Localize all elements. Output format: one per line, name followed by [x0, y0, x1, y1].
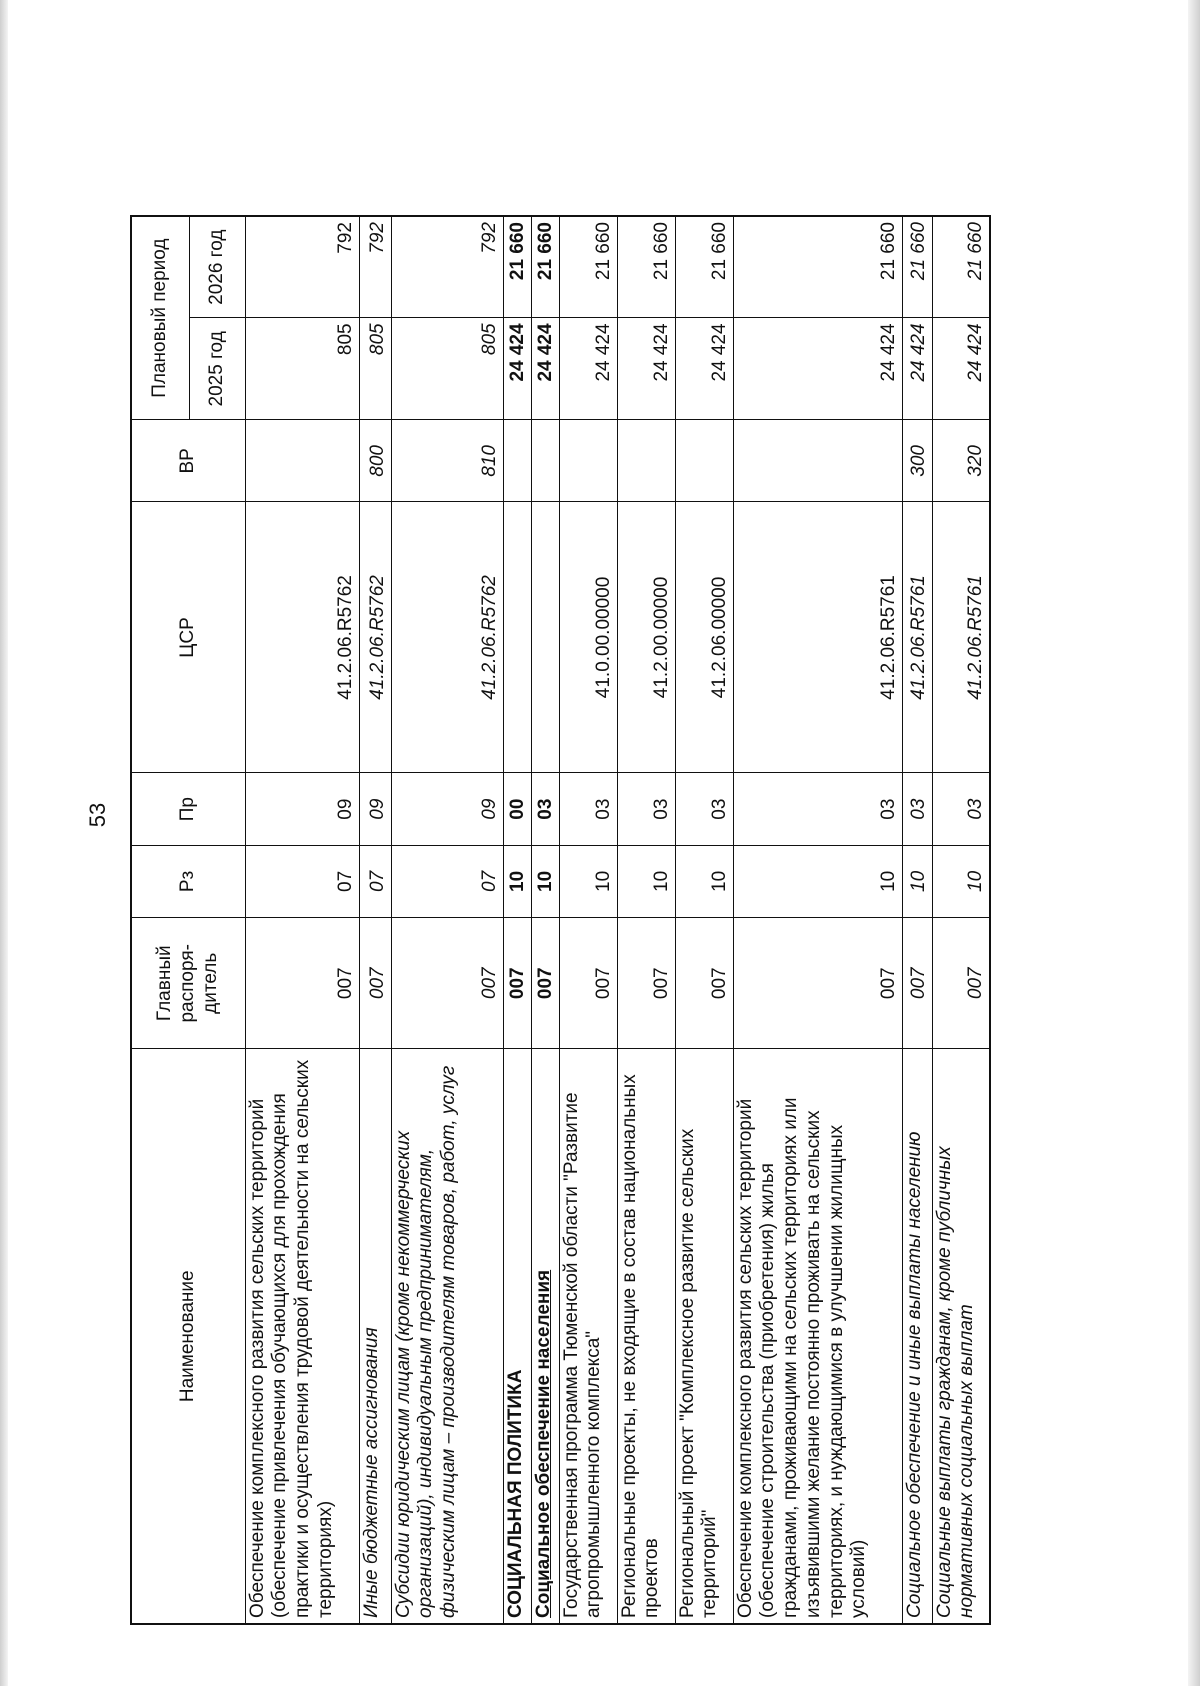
row-vr: 800 — [359, 420, 391, 502]
row-2025: 805 — [359, 318, 391, 420]
row-2026: 792 — [359, 216, 391, 318]
row-glavny: 007 — [675, 918, 733, 1049]
row-2025: 24 424 — [675, 318, 733, 420]
header-name: Наименование — [131, 1049, 245, 1624]
table-row — [559, 216, 617, 1624]
header-year-2025: 2025 год — [189, 318, 245, 420]
row-rz: 10 — [733, 845, 902, 917]
table-row — [503, 216, 531, 1624]
table-row — [733, 216, 902, 1624]
row-rz: 10 — [617, 845, 675, 917]
row-rz: 07 — [359, 845, 391, 917]
row-glavny: 007 — [531, 918, 559, 1049]
row-glavny: 007 — [902, 918, 932, 1049]
header-rz: Рз — [131, 845, 245, 917]
row-2025: 24 424 — [617, 318, 675, 420]
row-csr: 41.2.06.R5762 — [359, 502, 391, 773]
row-csr — [503, 502, 531, 773]
row-csr: 41.2.06.00000 — [675, 502, 733, 773]
header-glavny: Главный распоря-дитель — [131, 918, 245, 1049]
row-csr: 41.2.06.R5761 — [733, 502, 902, 773]
row-rz: 07 — [245, 845, 359, 917]
row-glavny: 007 — [733, 918, 902, 1049]
row-2026: 21 660 — [559, 216, 617, 318]
table-row — [675, 216, 733, 1624]
table-row — [245, 216, 359, 1624]
scan-edge-left — [0, 0, 8, 1686]
row-vr — [245, 420, 359, 502]
row-vr: 320 — [932, 420, 990, 502]
row-2025: 24 424 — [932, 318, 990, 420]
row-rz: 10 — [932, 845, 990, 917]
page-number: 53 — [85, 802, 110, 828]
header-pr: Пр — [131, 773, 245, 845]
row-glavny: 007 — [932, 918, 990, 1049]
header-vr: ВР — [131, 420, 245, 502]
row-2025: 24 424 — [559, 318, 617, 420]
header-csr: ЦСР — [131, 502, 245, 773]
row-rz: 10 — [531, 845, 559, 917]
table-row — [902, 216, 932, 1624]
row-name: Субсидии юридическим лицам (кроме некоммерческих организаций), индивидуальным предпринимателям, физическим лицам – производителям товаров, работ, услуг — [391, 1049, 503, 1624]
table-row — [932, 216, 990, 1624]
row-csr: 41.2.06.R5761 — [902, 502, 932, 773]
row-2025: 24 424 — [902, 318, 932, 420]
row-pr: 03 — [733, 773, 902, 845]
row-name: Обеспечение комплексного развития сельских территорий (обеспечение строительства (приобретения) жилья гражданами, проживающими на сельских территориях или изъявившими желание постоянно проживать на сельских территориях, и нуждающимися в улучшении жилищных условий) — [733, 1049, 902, 1624]
row-rz: 10 — [902, 845, 932, 917]
row-2025: 805 — [391, 318, 503, 420]
row-csr: 41.2.06.R5761 — [932, 502, 990, 773]
row-2025: 24 424 — [531, 318, 559, 420]
row-glavny: 007 — [503, 918, 531, 1049]
row-2026: 792 — [245, 216, 359, 318]
rotated-table-wrapper — [130, 215, 987, 1625]
row-rz: 07 — [391, 845, 503, 917]
row-csr: 41.2.06.R5762 — [245, 502, 359, 773]
row-pr: 03 — [902, 773, 932, 845]
header-planned-period: Плановый период — [131, 216, 189, 420]
row-vr — [675, 420, 733, 502]
row-name: СОЦИАЛЬНАЯ ПОЛИТИКА — [503, 1049, 531, 1624]
row-rz: 10 — [559, 845, 617, 917]
row-rz: 10 — [675, 845, 733, 917]
row-name: Обеспечение комплексного развития сельских территорий (обеспечение привлечения обучающихся для прохождения практики и осуществления трудовой деятельности на сельских территориях) — [245, 1049, 359, 1624]
row-vr — [733, 420, 902, 502]
row-pr: 09 — [359, 773, 391, 845]
table-row — [391, 216, 503, 1624]
row-vr: 810 — [391, 420, 503, 502]
row-2026: 21 660 — [617, 216, 675, 318]
row-pr: 03 — [559, 773, 617, 845]
row-2026: 21 660 — [902, 216, 932, 318]
budget-table — [130, 215, 991, 1625]
row-pr: 03 — [531, 773, 559, 845]
row-pr: 09 — [391, 773, 503, 845]
row-pr: 09 — [245, 773, 359, 845]
row-vr — [617, 420, 675, 502]
row-csr — [531, 502, 559, 773]
row-glavny: 007 — [559, 918, 617, 1049]
row-name: Региональный проект "Комплексное развитие сельских территорий" — [675, 1049, 733, 1624]
table-row — [617, 216, 675, 1624]
table-row — [531, 216, 559, 1624]
row-glavny: 007 — [245, 918, 359, 1049]
row-csr: 41.0.00.00000 — [559, 502, 617, 773]
row-vr: 300 — [902, 420, 932, 502]
row-2026: 792 — [391, 216, 503, 318]
row-2026: 21 660 — [932, 216, 990, 318]
row-pr: 03 — [617, 773, 675, 845]
row-pr: 00 — [503, 773, 531, 845]
row-name: Социальные выплаты гражданам, кроме публичных нормативных социальных выплат — [932, 1049, 990, 1624]
row-name: Социальное обеспечение населения — [531, 1049, 559, 1624]
row-2026: 21 660 — [531, 216, 559, 318]
row-glavny: 007 — [617, 918, 675, 1049]
row-rz: 10 — [503, 845, 531, 917]
row-2025: 805 — [245, 318, 359, 420]
row-glavny: 007 — [359, 918, 391, 1049]
row-2025: 24 424 — [503, 318, 531, 420]
row-2026: 21 660 — [503, 216, 531, 318]
row-csr: 41.2.00.00000 — [617, 502, 675, 773]
row-vr — [559, 420, 617, 502]
row-glavny: 007 — [391, 918, 503, 1049]
scan-edge-right — [1188, 0, 1200, 1686]
row-2026: 21 660 — [733, 216, 902, 318]
row-2025: 24 424 — [733, 318, 902, 420]
row-name: Государственная программа Тюменской области "Развитие агропромышленного комплекса" — [559, 1049, 617, 1624]
table-row — [359, 216, 391, 1624]
row-name: Региональные проекты, не входящие в состав национальных проектов — [617, 1049, 675, 1624]
row-vr — [531, 420, 559, 502]
row-vr — [503, 420, 531, 502]
row-2026: 21 660 — [675, 216, 733, 318]
row-pr: 03 — [932, 773, 990, 845]
row-csr: 41.2.06.R5762 — [391, 502, 503, 773]
row-name: Социальное обеспечение и иные выплаты населению — [902, 1049, 932, 1624]
row-pr: 03 — [675, 773, 733, 845]
header-year-2026: 2026 год — [189, 216, 245, 318]
row-name: Иные бюджетные ассигнования — [359, 1049, 391, 1624]
